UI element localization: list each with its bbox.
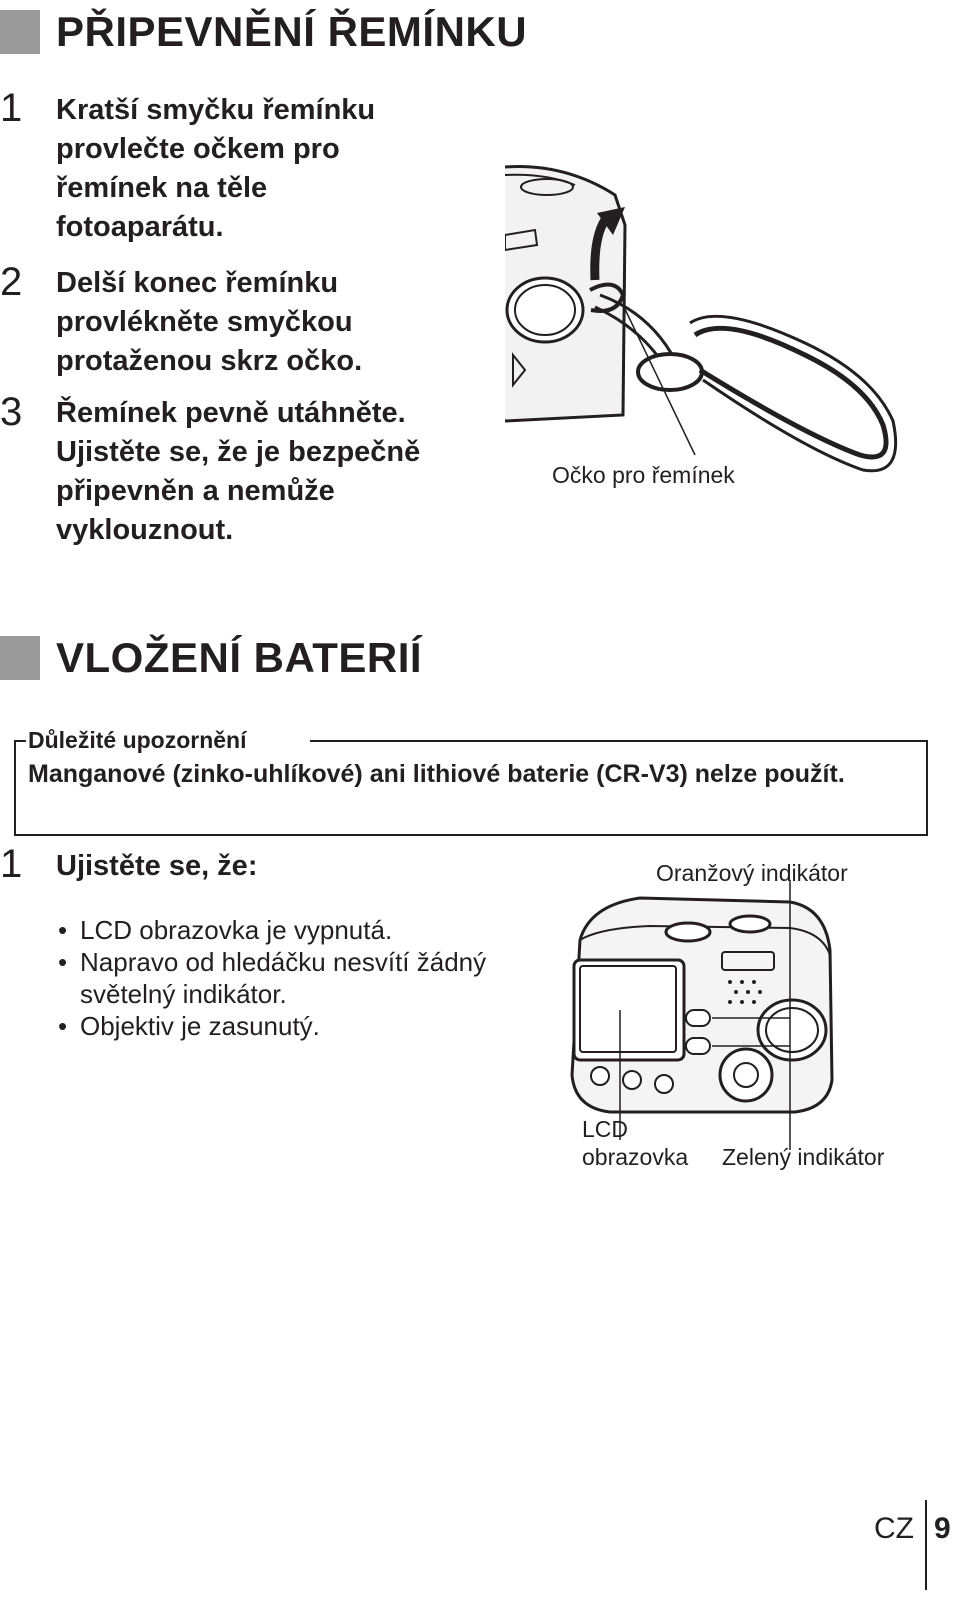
bullet-icon: • [58,915,68,945]
step-1-line: fotoaparátu. [56,211,224,243]
section-marker-square [0,10,40,54]
list-item [58,946,486,1010]
step-3-line: vyklouznout. [56,514,234,546]
step-number-1: 1 [0,86,23,130]
list-item-line: Objektiv je zasunutý. [80,1011,320,1041]
list-item [58,1010,486,1042]
list-item [58,914,486,946]
lcd-label-line2: obrazovka [582,1144,689,1170]
strap-eyelet-label: Očko pro řemínek [552,462,735,488]
section-title-strap: PŘIPEVNĚNÍ ŘEMÍNKU [56,8,528,55]
step-number-2: 2 [0,260,23,304]
step-1-line: řemínek na těle [56,172,268,204]
camera-strap-illustration [505,165,905,505]
step-heading: Ujistěte se, že: [56,850,258,882]
list-item-line: Napravo od hledáčku nesvítí žádný [80,947,487,977]
step-text-2 [56,264,362,381]
green-indicator-label: Zelený indikátor [722,1144,885,1170]
bullet-icon: • [58,947,68,977]
page-number: 9 [934,1512,951,1545]
bullet-icon: • [58,1011,68,1041]
step-1-line: provlečte očkem pro [56,133,340,165]
list-item-line: světelný indikátor. [80,979,287,1009]
step-3-line: Ujistěte se, že je bezpečně [56,436,421,468]
step-2-line: Delší konec řemínku [56,267,339,299]
language-code: CZ [874,1512,914,1545]
step-number-3: 3 [0,390,23,434]
step-3-line: Řemínek pevně utáhněte. [56,397,406,429]
section-marker-square [0,636,40,680]
notice-body: Manganové (zinko-uhlíkové) ani lithiové baterie (CR-V3) nelze použít. [28,760,845,788]
step-text-3 [56,394,420,550]
step-2-line: provlékněte smyčkou [56,306,353,338]
lcd-label-line1: LCD [582,1116,629,1142]
step-3-line: připevněn a nemůže [56,475,335,507]
list-item-line: LCD obrazovka je vypnutá. [80,915,393,945]
footer-divider [925,1500,927,1590]
step-text-1 [56,91,375,247]
step-number-1: 1 [0,842,23,886]
camera-back-illustration [560,880,850,1150]
section-title-batteries: VLOŽENÍ BATERIÍ [56,634,423,681]
bullet-list [58,914,486,1042]
step-1-line: Kratší smyčku řemínku [56,94,376,126]
step-2-line: protaženou skrz očko. [56,345,363,377]
orange-indicator-label: Oranžový indikátor [656,860,848,886]
notice-heading: Důležité upozornění [28,727,247,753]
